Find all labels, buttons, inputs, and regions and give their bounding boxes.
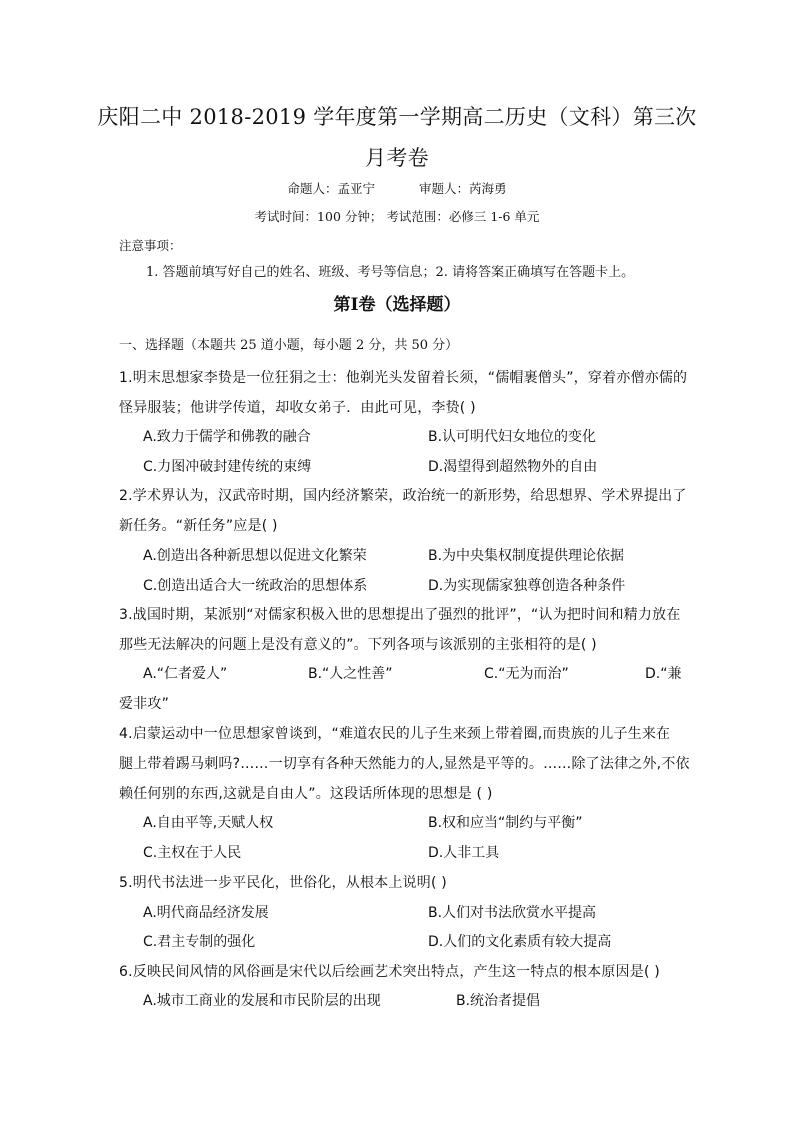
question-5-option-d: D.人们的文化素质有较大提高	[428, 934, 612, 950]
question-4-option-d: D.人非工具	[428, 845, 500, 861]
notice-heading: 注意事项：	[119, 238, 182, 253]
question-3-option-d: D.“兼	[645, 666, 682, 682]
question-3-line-1: 3.战国时期，某派别“对儒家积极入世的思想提出了强烈的批评”，“认为把时间和精力放在	[119, 607, 681, 623]
question-4-option-c: C.主权在于人民	[143, 845, 242, 861]
question-1-line-2: 怪异服装；他讲学传道，却收女弟子．由此可见，李贽( )	[119, 400, 476, 416]
exam-title-line2: 月考卷	[365, 146, 429, 170]
question-2-option-b: B.为中央集权制度提供理论依据	[428, 548, 625, 564]
section-subtitle: 一、选择题（本题共 25 道小题，每小题 2 分，共 50 分）	[119, 338, 459, 353]
question-1-option-d: D.渴望得到超然物外的自由	[428, 459, 598, 475]
reviewer-name: 审题人：芮海勇	[419, 181, 507, 196]
authors-line	[60, 183, 734, 196]
question-4-option-a: A.自由平等,天赋人权	[143, 815, 274, 831]
question-3-option-d-tail: 爱非攻”	[119, 696, 170, 712]
question-4-option-b: B.权和应当“制约与平衡”	[428, 815, 583, 831]
question-3-option-b: B.“人之性善”	[308, 666, 393, 682]
question-1-option-b: B.认可明代妇女地位的变化	[428, 429, 597, 445]
question-2-option-d: D.为实现儒家独尊创造各种条件	[428, 578, 626, 594]
question-3-option-c: C.“无为而治”	[484, 666, 569, 682]
question-4-line-1: 4.启蒙运动中一位思想家曾谈到，“难道农民的儿子生来颈上带着圈,而贵族的儿子生来在	[119, 726, 671, 742]
question-5-option-b: B.人们对书法欣赏水平提高	[428, 905, 597, 921]
notice-body: 1. 答题前填写好自己的姓名、班级、考号等信息；2. 请将答案正确填写在答题卡上。	[146, 265, 635, 280]
question-5-option-a: A.明代商品经济发展	[143, 905, 269, 921]
question-1-line-1: 1.明末思想家李贽是一位狂狷之士：他剃光头发留着长须，“儒帽裹僧头”，穿着亦僧亦儒的	[119, 370, 688, 386]
question-5-line-1: 5.明代书法进一步平民化，世俗化，从根本上说明( )	[119, 875, 447, 891]
question-2-option-c: C.创造出适合大一统政治的思想体系	[143, 578, 368, 594]
question-1-option-c: C.力图冲破封建传统的束缚	[143, 459, 312, 475]
question-2-line-1: 2.学术界认为，汉武帝时期，国内经济繁荣，政治统一的新形势，给思想界、学术界提出了	[119, 488, 687, 504]
question-5-option-c: C.君主专制的强化	[143, 934, 256, 950]
exam-title-line1: 庆阳二中 2018-2019 学年度第一学期高二历史（文科）第三次	[97, 105, 697, 129]
section-title: 第Ⅰ卷（选择题）	[333, 295, 461, 315]
question-6-option-a: A.城市工商业的发展和市民阶层的出现	[143, 993, 381, 1009]
question-6-line-1: 6.反映民间风情的风俗画是宋代以后绘画艺术突出特点，产生这一特点的根本原因是( )	[119, 964, 660, 980]
question-2-line-2: 新任务。“新任务”应是( )	[119, 518, 278, 534]
question-1-option-a: A.致力于儒学和佛教的融合	[143, 429, 311, 445]
question-2-option-a: A.创造出各种新思想以促进文化繁荣	[143, 548, 367, 564]
question-4-line-2: 腿上带着踢马刺吗?……一切享有各种天然能力的人,显然是平等的。……除了法律之外,不依	[119, 756, 690, 772]
question-6-option-b: B.统治者提倡	[456, 993, 541, 1009]
question-3-option-a: A.“仁者爱人”	[143, 666, 228, 682]
question-3-line-2: 那些无法解决的问题上是没有意义的”。下列各项与该派别的主张相符的是( )	[119, 637, 597, 653]
exam-info: 考试时间：100 分钟； 考试范围：必修三 1-6 单元	[254, 209, 540, 224]
setter-name: 命题人：孟亚宁	[287, 181, 375, 196]
question-4-line-3: 赖任何别的东西,这就是自由人”。这段话所体现的思想是 ( )	[119, 786, 493, 802]
